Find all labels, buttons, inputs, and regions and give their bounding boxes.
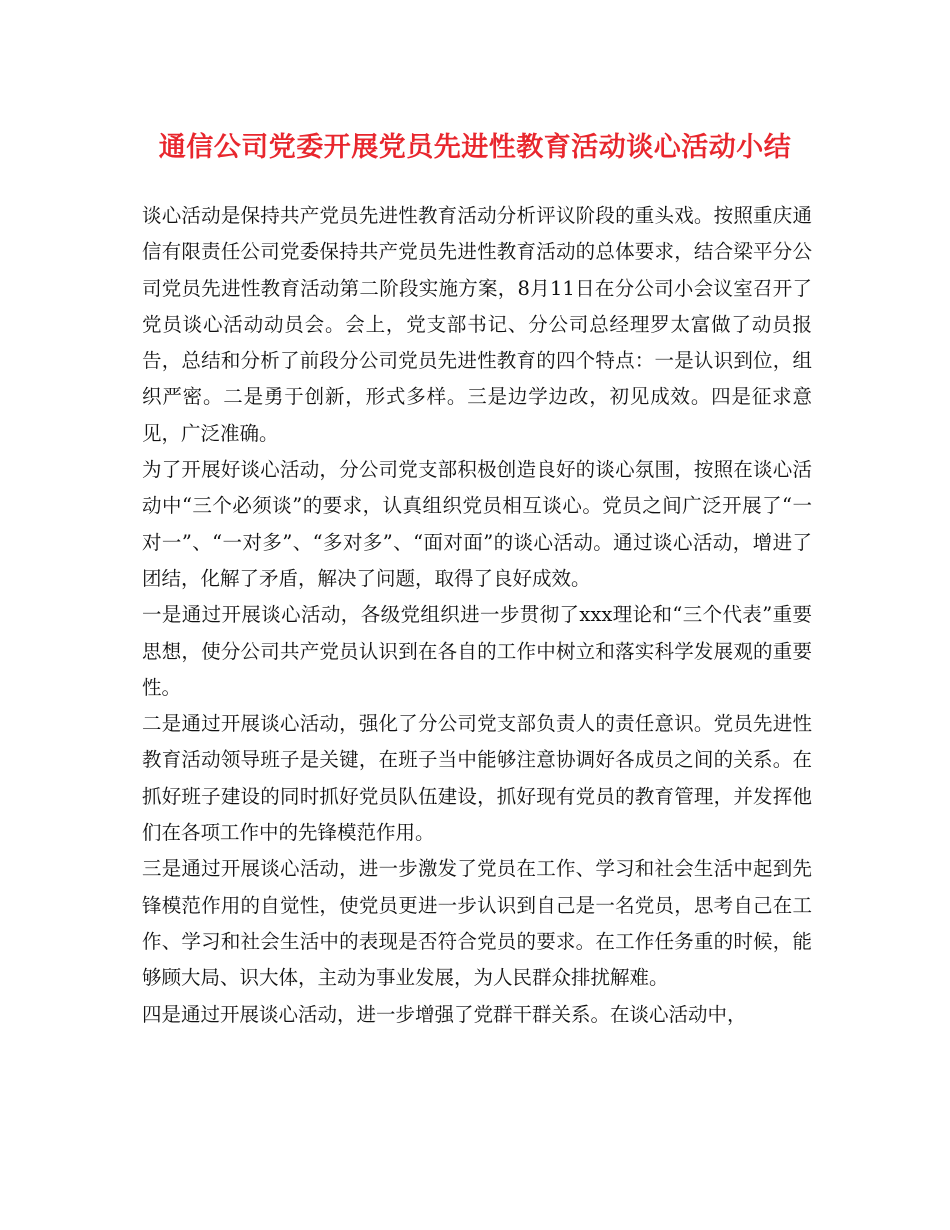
paragraph-2: 为了开展好谈心活动，分公司党支部积极创造良好的谈心氛围，按照在谈心活动中“三个必须谈”的要求，认真组织党员相互谈心。党员之间广泛开展了“一对一”、“一对多”、“多对多”、“面对面”的谈心活动。通过谈心活动，增进了团结，化解了矛盾，解决了问题，取得了良好成效。	[142, 458, 812, 590]
paragraph-1: 谈心活动是保持共产党员先进性教育活动分析评议阶段的重头戏。按照重庆通信有限责任公司党委保持共产党员先进性教育活动的总体要求，结合梁平分公司党员先进性教育活动第二阶段实施方案，8月11日在分公司小会议室召开了党员谈心活动动员会。会上，党支部书记、分公司总经理罗太富做了动员报告，总结和分析了前段分公司党员先进性教育的四个特点：一是认识到位，组织严密。二是勇于创新，形式多样。三是边学边改，初见成效。四是征求意见，广泛准确。	[142, 204, 812, 445]
document-body	[142, 198, 812, 1033]
paragraph-6: 四是通过开展谈心活动，进一步增强了党群干群关系。在谈心活动中，	[142, 1002, 747, 1026]
paragraph-4: 二是通过开展谈心活动，强化了分公司党支部负责人的责任意识。党员先进性教育活动领导班子是关键，在班子当中能够注意协调好各成员之间的关系。在抓好班子建设的同时抓好党员队伍建设，抓好现有党员的教育管理，并发挥他们在各项工作中的先锋模范作用。	[142, 712, 812, 845]
paragraph-3: 一是通过开展谈心活动，各级党组织进一步贯彻了xxx理论和“三个代表”重要思想，使分公司共产党员认识到在各自的工作中树立和落实科学发展观的重要性。	[142, 603, 812, 699]
paragraph-5: 三是通过开展谈心活动，进一步激发了党员在工作、学习和社会生活中起到先锋模范作用的自觉性，使党员更进一步认识到自己是一名党员，思考自己在工作、学习和社会生活中的表现是否符合党员的要求。在工作任务重的时候，能够顾大局、识大体，主动为事业发展，为人民群众排扰解难。	[142, 857, 812, 990]
document-title: 通信公司党委开展党员先进性教育活动谈心活动小结	[158, 132, 792, 163]
